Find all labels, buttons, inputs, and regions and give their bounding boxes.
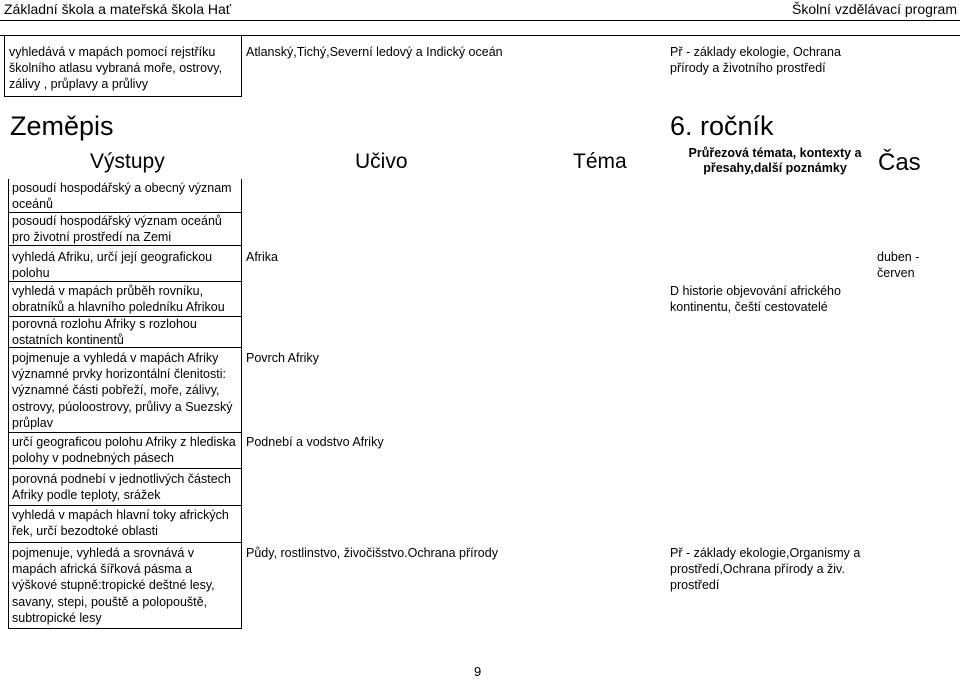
vystupy-left-border (8, 179, 9, 629)
header-rule (0, 20, 960, 21)
top-row-vystup: vyhledává v mapách pomocí rejstříku školního atlasu vybraná moře, ostrovy, zálivy , průplavy a průlivy (9, 45, 223, 92)
row-10-prurez: Př - základy ekologie,Organismy a prostředí,Ochrana přírody a živ. prostředí (670, 546, 861, 593)
top-row-ucivo: Atlanský,Tichý,Severní ledový a Indický oceán (246, 45, 503, 59)
row-5-vystup: porovná rozlohu Afriky s rozlohou ostatních kontinentů (12, 317, 197, 348)
row-divider (8, 505, 241, 506)
column-header-ucivo: Učivo (355, 150, 408, 173)
vystupy-right-border (241, 179, 242, 629)
row-10-ucivo: Půdy, rostlinstvo, živočišstvo.Ochrana přírody (246, 546, 498, 560)
row-9-vystup: vyhledá v mapách hlavní toky afrických řek, určí bezodtoké oblasti (12, 508, 229, 539)
top-row-bottom-rule (4, 96, 241, 97)
row-6-ucivo: Povrch Afriky (246, 351, 319, 365)
top-left-border (4, 35, 5, 97)
row-7-ucivo: Podnebí a vodstvo Afriky (246, 435, 384, 449)
row-7-vystup: určí geograficou polohu Afriky z hlediska polohy v podnebných pásech (12, 435, 236, 466)
row-6-vystup: pojmenuje a vyhledá v mapách Afriky významné prvky horizontální členitosti: významné části pobřeží, moře, zálivy, ostrovy, púoloostrovy, průlivy a Suezský průplav (12, 351, 233, 430)
top-row-prurez: Př - základy ekologie, Ochrana přírody a životního prostředí (670, 45, 841, 76)
column-header-prurez: Průřezová témata, kontexty a přesahy,další poznámky (688, 146, 862, 175)
row-divider (8, 542, 241, 543)
page-number: 9 (474, 664, 482, 679)
column-header-cas: Čas (878, 149, 921, 176)
top-col-divider (241, 35, 242, 97)
row-divider (8, 468, 241, 469)
row-10-vystup: pojmenuje, vyhledá a srovnává v mapách africká šířková pásma a výškové stupně:tropické deštné lesy, savany, stepi, pouště a polopouště, subtropické lesy (12, 546, 215, 625)
row-3-cas: duben - červen (877, 250, 920, 281)
top-table-rule (0, 35, 960, 36)
row-3-ucivo: Afrika (246, 250, 278, 264)
subject-title: Zeměpis (10, 111, 114, 141)
row-4-vystup: vyhledá v mapách průběh rovníku, obratníků a hlavního poledníku Afrikou (12, 284, 225, 315)
row-8-vystup: porovná podnebí v jednotlivých částech Afriky podle teploty, srážek (12, 472, 231, 503)
page-header (0, 0, 960, 20)
row-2-vystup: posoudí hospodářský význam oceánů pro životní prostředí na Zemi (12, 214, 222, 245)
document-title: Školní vzdělávací program (792, 1, 957, 17)
school-name: Základní škola a mateřská škola Hať (4, 1, 232, 17)
row-4-prurez: D historie objevování afrického kontinentu, čeští cestovatelé (670, 284, 841, 315)
row-divider (8, 628, 241, 629)
column-header-tema: Téma (573, 150, 627, 173)
row-1-vystup: posoudí hospodářský a obecný význam oceánů (12, 181, 232, 212)
row-divider (8, 432, 241, 433)
column-header-vystupy: Výstupy (90, 150, 165, 173)
row-3-vystup: vyhledá Afriku, určí její geografickou polohu (12, 250, 213, 281)
grade-title: 6. ročník (670, 111, 774, 141)
